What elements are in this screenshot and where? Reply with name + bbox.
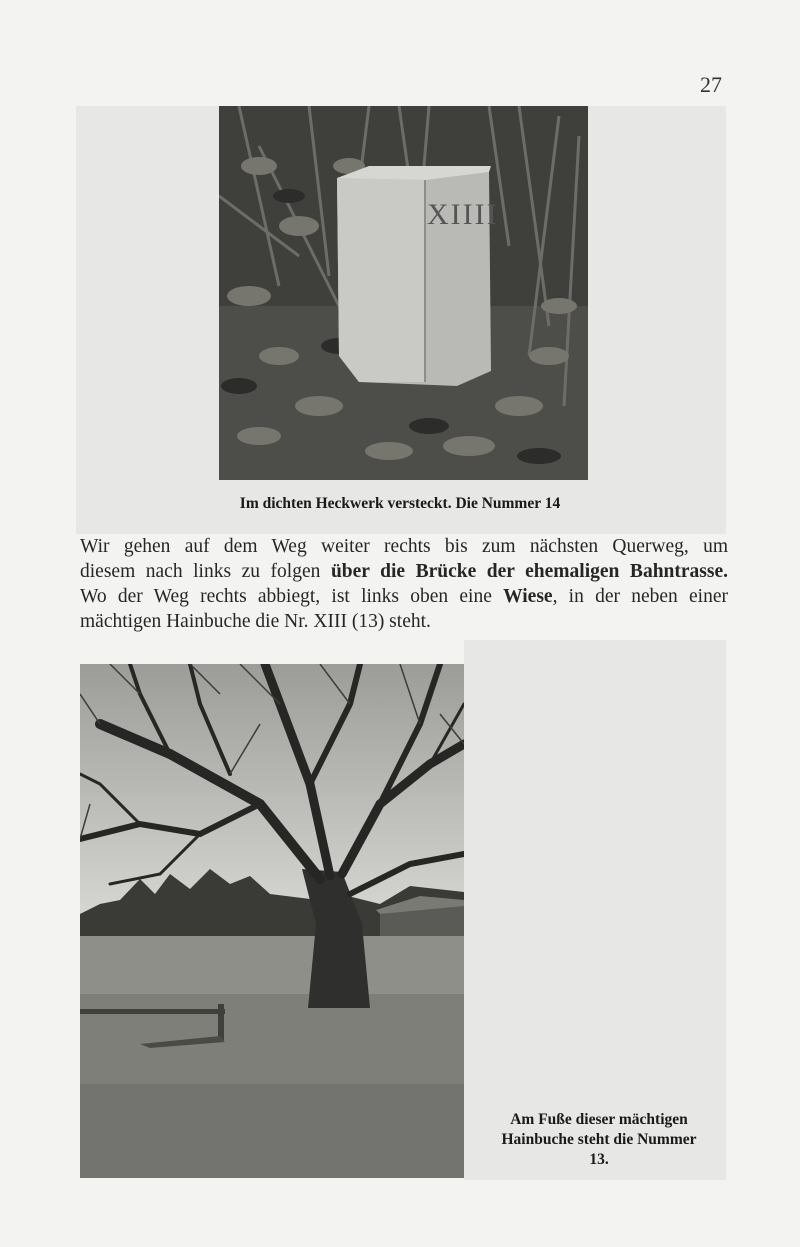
svg-text:XIIII: XIIII bbox=[427, 198, 499, 231]
paragraph-line-3-text-b: , in der neben einer bbox=[552, 586, 728, 607]
paragraph-line-3-bold: Wiese bbox=[503, 586, 553, 607]
bleed-through-block-right bbox=[464, 640, 726, 1180]
paragraph-line-4: mächtigen Hainbuche die Nr. XIII (13) steht. bbox=[80, 611, 431, 632]
photo2-caption bbox=[474, 1110, 724, 1170]
photo1-caption: Im dichten Heckwerk versteckt. Die Nummer 14 bbox=[239, 495, 561, 512]
page-number: 27 bbox=[700, 72, 722, 97]
paragraph-line-2-text: diesem nach links zu folgen bbox=[80, 561, 331, 582]
photo2-caption-line-1: Am Fuße dieser mächtigen bbox=[510, 1111, 688, 1128]
photo2-caption-line-3: 13. bbox=[589, 1151, 609, 1168]
paragraph-line-3-text-a: Wo der Weg rechts abbiegt, ist links oben eine bbox=[80, 586, 504, 607]
paragraph-line-2-bold: über die Brücke der ehemaligen Bahntrasse. bbox=[330, 561, 728, 582]
hornbeam-tree-image bbox=[80, 664, 464, 1178]
photo2-caption-line-2: Hainbuche steht die Nummer bbox=[501, 1131, 697, 1148]
paragraph-line-3 bbox=[80, 584, 728, 609]
boundary-stone-image bbox=[219, 106, 588, 480]
photo-boundary-stone bbox=[219, 106, 588, 480]
paragraph-line-2 bbox=[80, 559, 728, 584]
photo-hornbeam-tree bbox=[80, 664, 464, 1178]
body-paragraph bbox=[80, 534, 728, 634]
paragraph-line-1: Wir gehen auf dem Weg weiter rechts bis zum nächsten Querweg, um bbox=[80, 536, 728, 557]
